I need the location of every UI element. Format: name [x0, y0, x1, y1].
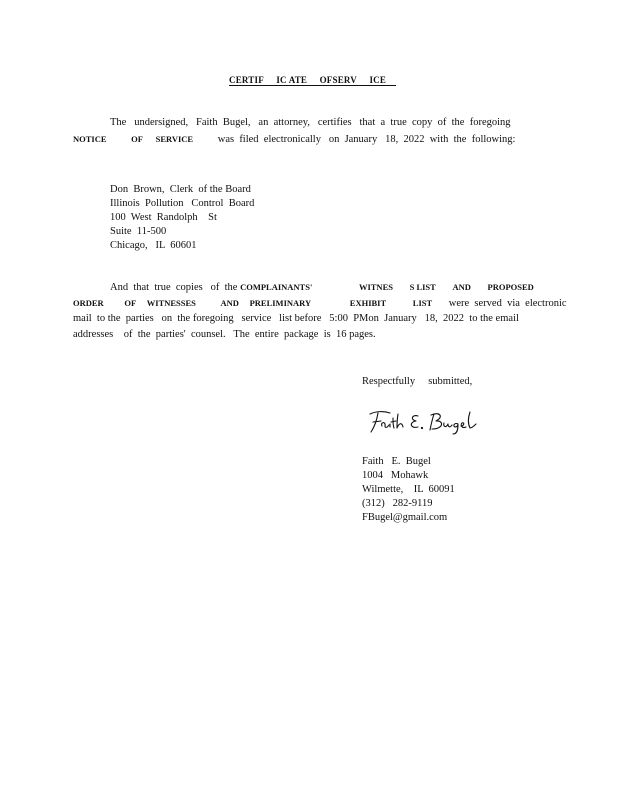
signer-name: Faith E. Bugel — [362, 456, 431, 467]
p2-line2-end: were served via electronic — [448, 298, 567, 309]
signature-image — [366, 406, 490, 436]
recipient-address — [110, 183, 254, 253]
document-title — [229, 75, 396, 86]
address-line-3: 100 West Randolph St — [110, 212, 217, 223]
handwritten-signature — [366, 406, 490, 441]
paragraph2-line1 — [110, 280, 534, 295]
title-part-3: OFSERV — [319, 75, 357, 85]
signer-phone: (312) 282-9119 — [362, 498, 433, 509]
and-caps-1: AND — [452, 282, 471, 292]
address-line-2: Illinois Pollution Control Board — [110, 198, 255, 209]
paragraph2-line2 — [73, 296, 567, 311]
signer-street: 1004 Mohawk — [362, 470, 429, 481]
address-line-5: Chicago, IL 60601 — [110, 240, 197, 251]
notice-caps: NOTICE — [73, 134, 107, 144]
signer-email: FBugel@gmail.com — [362, 512, 448, 523]
order-caps: ORDER — [73, 298, 104, 308]
witnesses-caps: WITNESSES — [146, 298, 196, 308]
title-part-1: CERTIF — [229, 75, 264, 85]
paragraph1-line2 — [73, 132, 515, 147]
respectfully-submitted: Respectfully submitted, — [362, 376, 473, 387]
address-line-4: Suite 11-500 — [110, 226, 167, 237]
signer-city: Wilmette, IL 60091 — [362, 484, 455, 495]
paragraph1-line2-rest: was filed electronically on January 18, 2022 with the following: — [217, 134, 516, 145]
complainants-caps: COMPLAINANTS' — [240, 282, 313, 292]
list-caps: LIST — [412, 298, 433, 308]
address-line-1: Don Brown, Clerk of the Board — [110, 184, 251, 195]
service-caps: SERVICE — [155, 134, 194, 144]
proposed-caps: PROPOSED — [487, 282, 534, 292]
witnes-caps: WITNES — [358, 282, 393, 292]
paragraph2-line4: addresses of the parties' counsel. The entire package is 16 pages. — [73, 329, 376, 340]
s-list-caps: S LIST — [409, 282, 436, 292]
p2-line1-start: And that true copies of the — [110, 282, 238, 293]
title-part-2: IC ATE — [276, 75, 308, 85]
paragraph1-line1: The undersigned, Faith Bugel, an attorney, certifies that a true copy of the foregoing — [110, 117, 511, 128]
of-caps-2: OF — [124, 298, 137, 308]
and-caps-2: AND — [220, 298, 239, 308]
paragraph2-line3: mail to the parties on the foregoing service list before 5:00 PMon January 18, 2022 to the email — [73, 313, 519, 324]
signature-block — [362, 455, 455, 525]
title-part-4: ICE — [369, 75, 387, 85]
of-caps: OF — [131, 134, 143, 144]
preliminary-caps: PRELIMINARY — [249, 298, 312, 308]
exhibit-caps: EXHIBIT — [349, 298, 387, 308]
